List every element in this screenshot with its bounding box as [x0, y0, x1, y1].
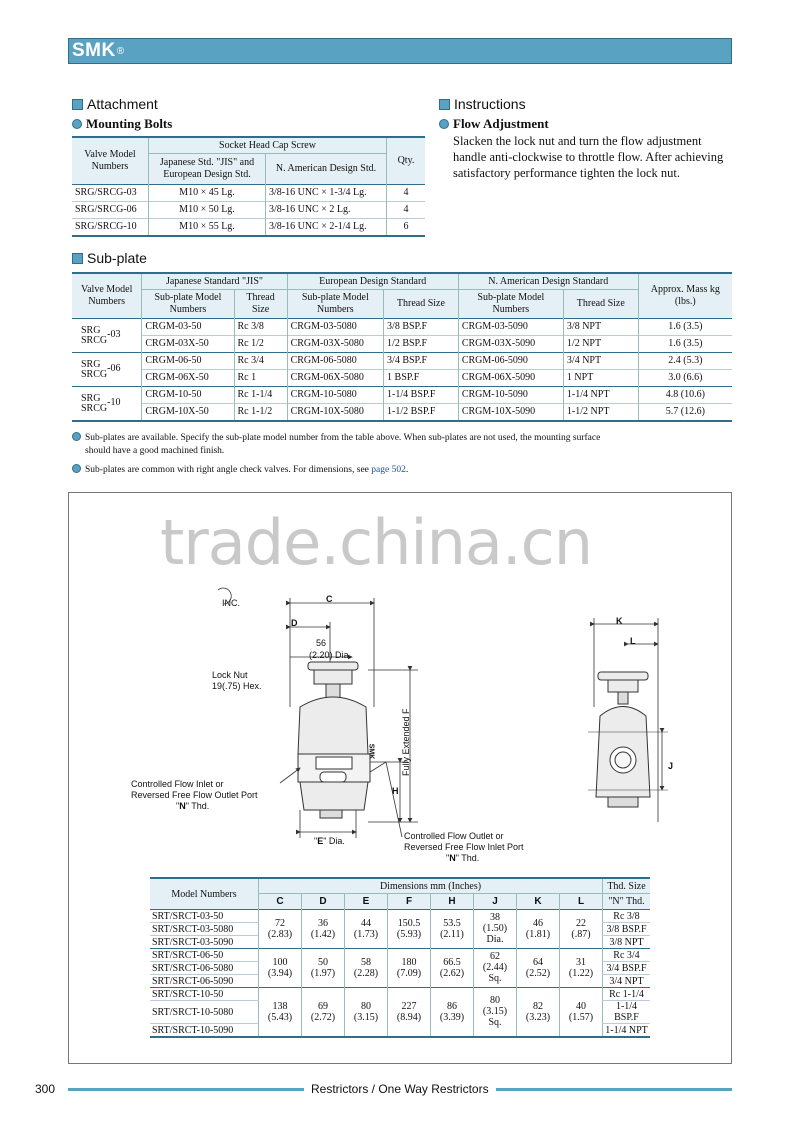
th-sub: Sub-plate Model Numbers — [142, 290, 234, 319]
dim-mm: 82 — [533, 1001, 543, 1012]
adjust-knob — [314, 670, 352, 684]
dim-mm: 69 — [318, 1001, 328, 1012]
cell-dim — [345, 988, 388, 1038]
dim-mm: 50 — [318, 957, 328, 968]
locknut-size-label: 19(.75) Hex. — [212, 681, 262, 691]
dim-inch: (3.39) — [439, 1012, 465, 1023]
nameplate-logo: SMK — [367, 743, 375, 760]
cell-jis: CRGM-06X-50 — [142, 370, 234, 387]
th-dim-e: E — [345, 894, 388, 910]
square-bullet-icon — [72, 253, 83, 264]
inlet-label-1: Controlled Flow Inlet or — [131, 779, 224, 789]
circle-bullet-icon — [439, 119, 449, 129]
srg-label: SRG — [81, 392, 101, 404]
th-sub: Sub-plate Model Numbers — [458, 290, 563, 319]
valve-lower-body — [300, 782, 368, 810]
cell-dim — [474, 988, 517, 1038]
cell-valve-model — [72, 319, 142, 353]
instructions-line: handle anti-clockwise to throttle flow. After achieving — [453, 150, 724, 164]
page-link[interactable]: page 502 — [371, 465, 406, 475]
dim-mm: 64 — [533, 957, 543, 968]
dim-inch: (3.94) — [267, 968, 293, 979]
dim-e-label: "E" Dia. — [314, 836, 345, 846]
cell-na: CRGM-06X-5090 — [458, 370, 563, 387]
srcg-label: SRCG — [81, 402, 108, 414]
cell-model: SRT/SRCT-06-5080 — [150, 962, 259, 975]
cell-mass: 5.7 (12.6) — [638, 404, 732, 422]
th-model-numbers: Model Numbers — [171, 888, 237, 900]
table-row — [150, 988, 650, 1001]
instructions-line: satisfactory performance tighten the lock nut. — [453, 166, 681, 180]
cell-thd: Rc 1-1/4 — [603, 988, 651, 1001]
cell-jis: CRGM-03-50 — [142, 319, 234, 336]
cell-et: 1-1/2 BSP.F — [384, 404, 459, 422]
size-label: -10 — [107, 396, 121, 408]
cell-dim — [431, 910, 474, 949]
footer-rule-right — [496, 1088, 732, 1091]
cell-et: 1 BSP.F — [384, 370, 459, 387]
dim-56-label: 56 — [316, 638, 327, 648]
dim-inch: (1.22) — [568, 968, 594, 979]
dim-mm: 138 — [272, 1001, 288, 1012]
dim-inch: (2.72) — [310, 1012, 336, 1023]
mounting-bolts-table — [72, 136, 425, 237]
cell-na: CRGM-03X-5090 — [458, 336, 563, 353]
srg-label: SRG — [81, 358, 101, 370]
cell-model: SRT/SRCT-06-50 — [150, 949, 259, 962]
dim-mm: 72 — [275, 918, 285, 929]
cell-dim — [560, 949, 603, 988]
cell-model: SRG/SRCG-03 — [75, 187, 137, 198]
th-eu-std: European Design Standard — [287, 273, 458, 290]
srcg-label: SRCG — [81, 334, 108, 346]
dimensions-table — [150, 877, 650, 1038]
side-knob — [608, 680, 638, 692]
th-mass: Approx. Mass kg (lbs.) — [638, 273, 732, 319]
th-dim-d: D — [302, 894, 345, 910]
cell-thd: Rc 3/8 — [603, 910, 651, 923]
cell-jis: CRGM-06-50 — [142, 353, 234, 370]
cell-thd: 1-1/4 BSP.F — [603, 1001, 651, 1024]
cell-nt: 3/4 NPT — [563, 353, 638, 370]
th-thread: Thread Size — [234, 290, 287, 319]
dim-mm: 80 — [489, 995, 500, 1007]
instructions-heading: Instructions — [439, 96, 526, 112]
j-suffix: Sq. — [488, 1017, 502, 1029]
dim-mm: 31 — [576, 957, 586, 968]
cell-jt: Rc 1/2 — [234, 336, 287, 353]
mounting-bolts-heading: Mounting Bolts — [72, 116, 172, 132]
dim-56-dia-label: (2.20) Dia. — [309, 650, 352, 660]
footer-title: Restrictors / One Way Restrictors — [311, 1082, 489, 1096]
label-inc: INC. — [222, 598, 240, 608]
dim-inch: (3.23) — [525, 1012, 551, 1023]
dim-mm: 53.5 — [443, 918, 461, 929]
attachment-heading: Attachment — [72, 96, 158, 112]
cell-eu: CRGM-03-5080 — [287, 319, 383, 336]
cell-na: CRGM-10X-5090 — [458, 404, 563, 422]
size-label: -06 — [107, 362, 121, 374]
cell-et: 1-1/4 BSP.F — [384, 387, 459, 404]
cell-jt: Rc 3/4 — [234, 353, 287, 370]
dim-inch: (1.42) — [310, 929, 336, 940]
knob-top — [308, 662, 358, 670]
dim-mm: 58 — [361, 957, 371, 968]
cell-thd: 1-1/4 NPT — [603, 1024, 651, 1038]
table-row — [72, 202, 425, 219]
dim-inch: (5.43) — [267, 1012, 293, 1023]
cell-qty: 6 — [387, 219, 426, 237]
table-row — [72, 404, 732, 422]
cell-thd: 3/8 BSP.F — [603, 923, 651, 936]
cell-mass: 2.4 (5.3) — [638, 353, 732, 370]
cell-valve-model — [72, 353, 142, 387]
cell-model: SRT/SRCT-03-5080 — [150, 923, 259, 936]
cell-na: CRGM-03-5090 — [458, 319, 563, 336]
cell-thd: 3/4 BSP.F — [603, 962, 651, 975]
th-dim-l: L — [560, 894, 603, 910]
th-dimensions: Dimensions mm (Inches) — [259, 878, 603, 894]
cell-jis: CRGM-03X-50 — [142, 336, 234, 353]
cell-thd: 3/4 NPT — [603, 975, 651, 988]
outlet-label-1: Controlled Flow Outlet or — [404, 831, 504, 841]
th-dim-c: C — [259, 894, 302, 910]
dim-f-label: Fully Extended F — [401, 708, 411, 776]
cell-jt: Rc 1-1/2 — [234, 404, 287, 422]
instructions-text — [453, 133, 733, 181]
dim-mm: 22 — [576, 918, 586, 929]
dim-mm: 44 — [361, 918, 371, 929]
footer-rule-left — [68, 1088, 304, 1091]
dim-k-label: K — [616, 616, 623, 626]
lock-nut — [326, 684, 340, 698]
cell-thd: 3/8 NPT — [603, 936, 651, 949]
th-jis: Japanese Std. "JIS" and European Design Std. — [149, 154, 266, 185]
dim-mm: 80 — [361, 1001, 371, 1012]
subplate-note-2: Sub-plates are common with right angle check valves. For dimensions, see page 502. — [72, 464, 408, 477]
cell-dim — [302, 988, 345, 1038]
cell-dim — [517, 949, 560, 988]
dim-mm: 46 — [533, 918, 543, 929]
cell-qty: 4 — [387, 202, 426, 219]
cell-jis: M10 × 55 Lg. — [149, 219, 266, 237]
cell-model: SRT/SRCT-10-50 — [150, 988, 259, 1001]
cell-na: CRGM-06-5090 — [458, 353, 563, 370]
outlet-label-3: "N" Thd. — [446, 853, 480, 863]
dim-mm: 62 — [489, 951, 500, 963]
dim-inch: (7.09) — [396, 968, 422, 979]
table-row — [72, 319, 732, 336]
cell-model: SRT/SRCT-10-5080 — [150, 1001, 259, 1024]
circle-bullet-icon — [72, 119, 82, 129]
cell-dim — [388, 988, 431, 1038]
table-row — [72, 336, 732, 353]
dim-inch: (1.50) — [482, 923, 508, 935]
flow-adjustment-heading: Flow Adjustment — [439, 116, 549, 132]
cell-dim — [259, 949, 302, 988]
dim-inch: (2.11) — [440, 929, 464, 940]
table-row — [72, 219, 425, 237]
th-socket-screw: Socket Head Cap Screw — [149, 137, 387, 154]
cell-na: CRGM-10-5090 — [458, 387, 563, 404]
dim-inch: (2.62) — [439, 968, 465, 979]
dim-mm: 36 — [318, 918, 328, 929]
cell-thd: Rc 3/4 — [603, 949, 651, 962]
srcg-label: SRCG — [81, 368, 108, 380]
j-suffix: Dia. — [486, 934, 504, 946]
cell-eu: CRGM-06X-5080 — [287, 370, 383, 387]
locknut-label: Lock Nut — [212, 670, 248, 680]
cell-valve-model — [72, 387, 142, 422]
cell-jt: Rc 1-1/4 — [234, 387, 287, 404]
size-label: -03 — [107, 328, 121, 340]
cell-dim — [388, 949, 431, 988]
cell-eu: CRGM-10X-5080 — [287, 404, 383, 422]
cell-na: 3/8-16 UNC × 2 Lg. — [266, 202, 387, 219]
table-row — [72, 370, 732, 387]
cell-dim — [302, 949, 345, 988]
th-valve-model: Valve Model Numbers — [84, 149, 136, 172]
subplate-note-1: Sub-plates are available. Specify the sub-plate model number from the table above. When sub-plates are not used, the mounting surface should have a good machined finish. — [72, 432, 732, 458]
cell-mass: 3.0 (6.6) — [638, 370, 732, 387]
th-thread: Thread Size — [563, 290, 638, 319]
cell-jt: Rc 3/8 — [234, 319, 287, 336]
cell-mass: 1.6 (3.5) — [638, 319, 732, 336]
dim-l-label: L — [630, 636, 636, 646]
cell-na: 3/8-16 UNC × 1-3/4 Lg. — [266, 185, 387, 202]
cell-jis: CRGM-10-50 — [142, 387, 234, 404]
cell-et: 1/2 BSP.F — [384, 336, 459, 353]
cell-na: 3/8-16 UNC × 2-1/4 Lg. — [266, 219, 387, 237]
dim-inch: (.87) — [571, 929, 591, 940]
cell-dim — [560, 988, 603, 1038]
table-row — [150, 910, 650, 923]
dim-mm: 100 — [272, 957, 288, 968]
th-n-thd: "N" Thd. — [603, 894, 651, 910]
dim-inch: (2.28) — [353, 968, 379, 979]
table-row — [150, 949, 650, 962]
th-valve: Valve Model Numbers — [81, 284, 133, 307]
cell-eu: CRGM-10-5080 — [287, 387, 383, 404]
cell-eu: CRGM-03X-5080 — [287, 336, 383, 353]
valve-drawing — [68, 492, 732, 882]
cell-dim — [345, 910, 388, 949]
dim-inch: (5.93) — [396, 929, 422, 940]
cell-dim — [474, 910, 517, 949]
subplate-table — [72, 272, 732, 422]
circle-bullet-icon — [72, 432, 81, 441]
dim-inch: (2.83) — [267, 929, 293, 940]
cell-nt: 3/8 NPT — [563, 319, 638, 336]
srg-label: SRG — [81, 324, 101, 336]
cell-model: SRG/SRCG-06 — [75, 204, 137, 215]
square-bullet-icon — [72, 99, 83, 110]
cell-nt: 1-1/4 NPT — [563, 387, 638, 404]
cell-dim — [517, 988, 560, 1038]
cell-nt: 1 NPT — [563, 370, 638, 387]
cell-model: SRG/SRCG-10 — [75, 221, 137, 232]
th-dim-f: F — [388, 894, 431, 910]
circle-bullet-icon — [72, 464, 81, 473]
dim-mm: 38 — [489, 912, 500, 924]
dim-inch: (2.52) — [525, 968, 551, 979]
cell-dim — [560, 910, 603, 949]
dim-mm: 150.5 — [397, 918, 421, 929]
dim-mm: 227 — [401, 1001, 417, 1012]
subplate-heading: Sub-plate — [72, 250, 147, 266]
dim-mm: 66.5 — [443, 957, 461, 968]
dim-h-label: H — [392, 786, 399, 796]
th-na: N. American Design Std. — [266, 154, 387, 185]
th-dim-h: H — [431, 894, 474, 910]
dim-inch: (1.97) — [310, 968, 336, 979]
cell-dim — [388, 910, 431, 949]
cell-dim — [517, 910, 560, 949]
th-thread: Thread Size — [384, 290, 459, 319]
cell-nt: 1-1/2 NPT — [563, 404, 638, 422]
th-thd-size: Thd. Size — [603, 878, 651, 894]
cell-jt: Rc 1 — [234, 370, 287, 387]
square-bullet-icon — [439, 99, 450, 110]
brand-logo: SMK® — [72, 40, 125, 61]
dim-d-label: D — [291, 618, 298, 628]
table-row — [72, 387, 732, 404]
dim-inch: (1.81) — [525, 929, 551, 940]
dim-inch: (1.57) — [568, 1012, 594, 1023]
cell-model: SRT/SRCT-03-5090 — [152, 936, 234, 948]
th-sub: Sub-plate Model Numbers — [287, 290, 383, 319]
cell-dim — [259, 988, 302, 1038]
dim-mm: 180 — [401, 957, 417, 968]
cell-dim — [474, 949, 517, 988]
th-qty: Qty. — [387, 137, 426, 185]
cell-et: 3/4 BSP.F — [384, 353, 459, 370]
page-number: 300 — [35, 1082, 56, 1096]
table-row — [72, 185, 425, 202]
cell-jis: CRGM-10X-50 — [142, 404, 234, 422]
dim-inch: (3.15) — [482, 1006, 508, 1018]
cell-model: SRT/SRCT-10-5090 — [152, 1024, 234, 1036]
cell-dim — [431, 949, 474, 988]
th-na-std: N. American Design Standard — [458, 273, 638, 290]
dim-inch: (3.15) — [353, 1012, 379, 1023]
instructions-line: Slacken the lock nut and turn the flow adjustment — [453, 134, 702, 148]
watermark: trade.china.cn — [160, 506, 592, 579]
dim-c-label: C — [326, 594, 333, 604]
cell-dim — [302, 910, 345, 949]
cell-eu: CRGM-06-5080 — [287, 353, 383, 370]
cell-mass: 4.8 (10.6) — [638, 387, 732, 404]
table-row — [72, 353, 732, 370]
th-jis-std: Japanese Standard "JIS" — [142, 273, 287, 290]
dim-inch: (2.44) — [482, 962, 508, 974]
dim-mm: 86 — [447, 1001, 457, 1012]
cell-mass: 1.6 (3.5) — [638, 336, 732, 353]
cell-nt: 1/2 NPT — [563, 336, 638, 353]
dim-mm: 40 — [576, 1001, 586, 1012]
th-dim-j: J — [474, 894, 517, 910]
cell-model: SRT/SRCT-06-5090 — [152, 975, 234, 987]
cell-dim — [345, 949, 388, 988]
cell-dim — [259, 910, 302, 949]
cell-qty: 4 — [387, 185, 426, 202]
cell-jis: M10 × 50 Lg. — [149, 202, 266, 219]
valve-bonnet — [298, 697, 368, 754]
header-bar — [68, 38, 732, 64]
cell-jis: M10 × 45 Lg. — [149, 185, 266, 202]
inlet-label-3: "N" Thd. — [176, 801, 210, 811]
side-knob-top — [598, 672, 648, 680]
cell-model: SRT/SRCT-03-50 — [150, 910, 259, 923]
cell-et: 3/8 BSP.F — [384, 319, 459, 336]
inlet-label-2: Reversed Free Flow Outlet Port — [131, 790, 258, 800]
j-suffix: Sq. — [488, 973, 502, 985]
dim-j-label: J — [668, 761, 674, 771]
dim-inch: (1.73) — [353, 929, 379, 940]
outlet-label-2: Reversed Free Flow Inlet Port — [404, 842, 524, 852]
th-dim-k: K — [517, 894, 560, 910]
cell-dim — [431, 988, 474, 1038]
dim-inch: (8.94) — [396, 1012, 422, 1023]
